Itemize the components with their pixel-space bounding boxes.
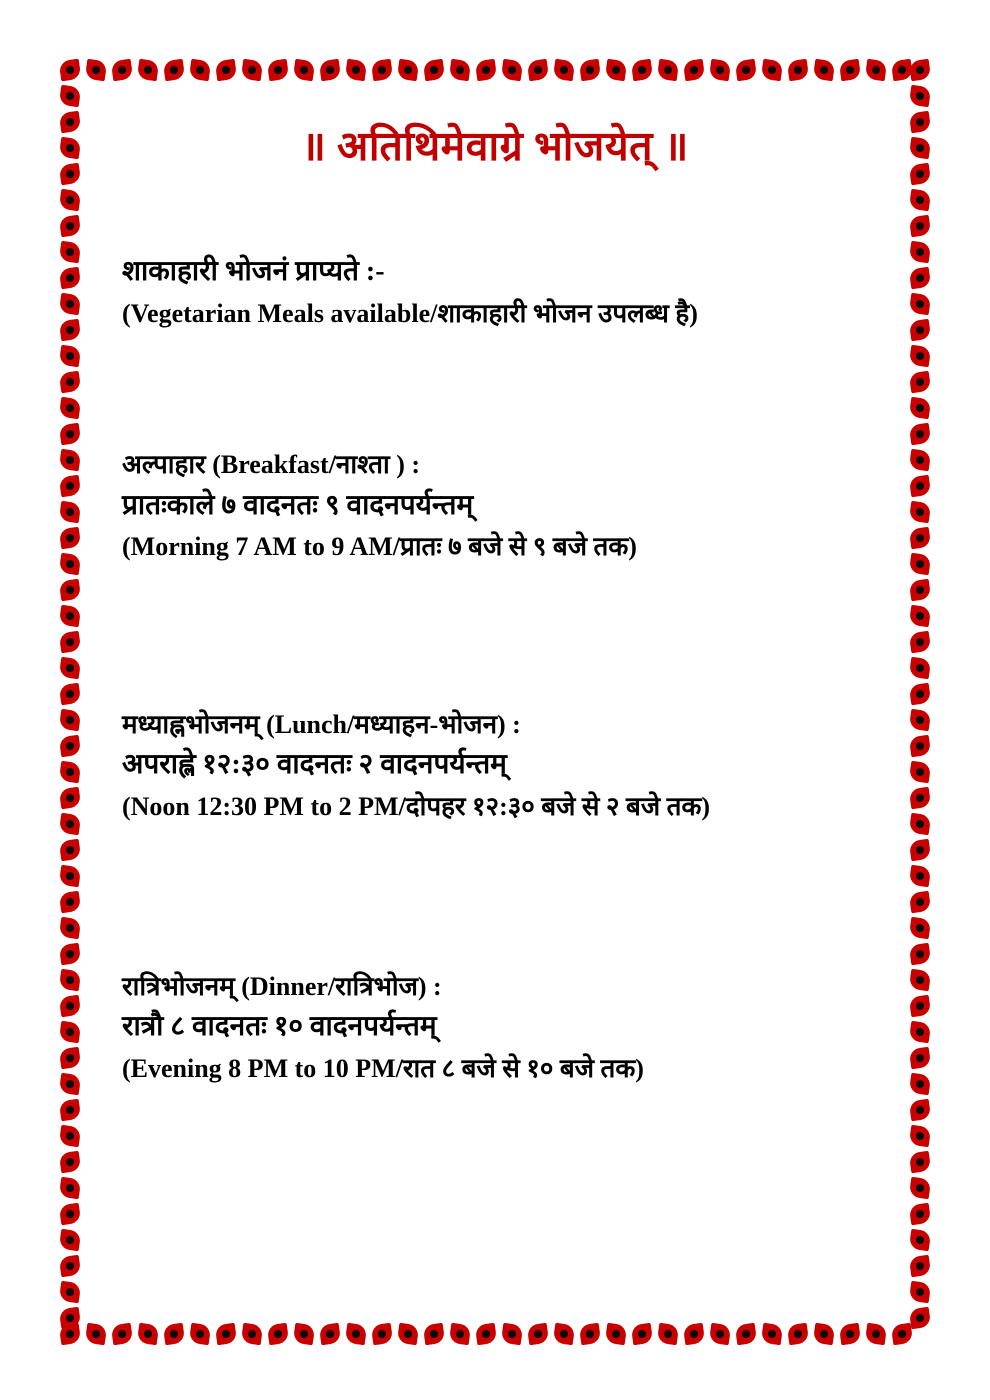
border-motif-icon — [707, 57, 733, 83]
border-motif-icon — [317, 1321, 343, 1347]
border-motif-icon — [57, 863, 83, 889]
border-motif-icon — [629, 1321, 655, 1347]
border-motif-icon — [317, 57, 343, 83]
border-motif-icon — [907, 1019, 933, 1045]
border-motif-icon — [811, 1321, 837, 1347]
border-motif-icon — [907, 655, 933, 681]
border-motif-icon — [907, 317, 933, 343]
border-motif-icon — [57, 525, 83, 551]
border-motif-icon — [187, 57, 213, 83]
border-motif-icon — [57, 1253, 83, 1279]
border-motif-icon — [837, 57, 863, 83]
border-motif-icon — [395, 1321, 421, 1347]
border-motif-icon — [57, 343, 83, 369]
section-lunch — [100, 705, 890, 827]
breakfast-time-sanskrit: प्रातःकाले ७ वादनतः ९ वादनपर्यन्तम् — [122, 489, 474, 521]
border-motif-icon — [57, 447, 83, 473]
border-right — [907, 57, 933, 1347]
border-motif-icon — [907, 265, 933, 291]
border-motif-icon — [499, 57, 525, 83]
border-motif-icon — [907, 915, 933, 941]
border-bottom — [57, 1321, 933, 1347]
poster-content — [100, 100, 890, 1305]
border-motif-icon — [603, 57, 629, 83]
section-dinner — [100, 967, 890, 1089]
border-motif-icon — [907, 681, 933, 707]
border-motif-icon — [369, 57, 395, 83]
border-motif-icon — [421, 57, 447, 83]
border-motif-icon — [907, 863, 933, 889]
border-motif-icon — [57, 889, 83, 915]
border-motif-icon — [57, 551, 83, 577]
border-motif-icon — [907, 941, 933, 967]
border-motif-icon — [57, 1045, 83, 1071]
border-motif-icon — [907, 837, 933, 863]
border-motif-icon — [187, 1321, 213, 1347]
border-motif-icon — [213, 57, 239, 83]
border-motif-icon — [57, 837, 83, 863]
border-motif-icon — [907, 525, 933, 551]
intro-subline: (Vegetarian Meals available/शाकाहारी भोजन उपलब्ध है) — [122, 298, 698, 328]
border-motif-icon — [57, 1305, 83, 1331]
border-motif-icon — [447, 1321, 473, 1347]
border-motif-icon — [421, 1321, 447, 1347]
border-motif-icon — [57, 629, 83, 655]
border-motif-icon — [907, 395, 933, 421]
border-motif-icon — [863, 1321, 889, 1347]
border-motif-icon — [57, 1071, 83, 1097]
border-motif-icon — [681, 1321, 707, 1347]
border-motif-icon — [499, 1321, 525, 1347]
border-motif-icon — [577, 57, 603, 83]
breakfast-time-translation: (Morning 7 AM to 9 AM/प्रातः ७ बजे से ९ बजे तक) — [122, 532, 637, 562]
border-motif-icon — [551, 1321, 577, 1347]
border-motif-icon — [907, 1201, 933, 1227]
border-motif-icon — [785, 57, 811, 83]
border-motif-icon — [907, 1045, 933, 1071]
border-motif-icon — [907, 109, 933, 135]
border-motif-icon — [57, 681, 83, 707]
border-motif-icon — [57, 317, 83, 343]
border-motif-icon — [907, 629, 933, 655]
border-motif-icon — [57, 135, 83, 161]
dinner-time-translation: (Evening 8 PM to 10 PM/रात ८ बजे से १० बजे तक) — [122, 1053, 644, 1083]
border-motif-icon — [907, 83, 933, 109]
border-motif-icon — [57, 83, 83, 109]
lunch-time-translation: (Noon 12:30 PM to 2 PM/दोपहर १२:३० बजे से २ बजे तक) — [122, 792, 711, 821]
intro-heading: शाकाहारी भोजनं प्राप्यते :- — [122, 256, 385, 288]
lunch-time-sanskrit: अपराह्ले १२:३० वादनतः २ वादनपर्यन्तम् — [122, 749, 507, 781]
border-motif-icon — [161, 1321, 187, 1347]
border-motif-icon — [811, 57, 837, 83]
border-top — [57, 57, 933, 83]
border-motif-icon — [907, 1175, 933, 1201]
border-motif-icon — [577, 1321, 603, 1347]
border-motif-icon — [785, 1321, 811, 1347]
border-motif-icon — [907, 707, 933, 733]
border-motif-icon — [57, 369, 83, 395]
border-motif-icon — [57, 187, 83, 213]
border-motif-icon — [57, 161, 83, 187]
border-motif-icon — [837, 1321, 863, 1347]
border-motif-icon — [907, 239, 933, 265]
border-motif-icon — [473, 1321, 499, 1347]
dinner-heading: रात्रिभोजनम् (Dinner/रात्रिभोज) : — [122, 971, 442, 1001]
border-motif-icon — [239, 1321, 265, 1347]
border-left — [57, 57, 83, 1347]
page-title: ॥ अतिथिमेवाग्रे भोजयेत् ॥ — [301, 123, 689, 169]
border-motif-icon — [525, 57, 551, 83]
border-motif-icon — [907, 733, 933, 759]
border-motif-icon — [57, 707, 83, 733]
border-motif-icon — [57, 1175, 83, 1201]
border-motif-icon — [57, 759, 83, 785]
border-motif-icon — [161, 57, 187, 83]
section-breakfast — [100, 445, 890, 567]
border-motif-icon — [57, 265, 83, 291]
border-motif-icon — [57, 421, 83, 447]
border-motif-icon — [57, 915, 83, 941]
border-motif-icon — [907, 1279, 933, 1305]
border-motif-icon — [907, 213, 933, 239]
border-motif-icon — [907, 291, 933, 317]
border-motif-icon — [57, 1097, 83, 1123]
border-motif-icon — [733, 57, 759, 83]
border-motif-icon — [907, 967, 933, 993]
border-motif-icon — [57, 213, 83, 239]
border-motif-icon — [57, 811, 83, 837]
border-motif-icon — [907, 369, 933, 395]
border-motif-icon — [655, 1321, 681, 1347]
border-motif-icon — [57, 733, 83, 759]
border-motif-icon — [907, 135, 933, 161]
border-motif-icon — [907, 421, 933, 447]
border-motif-icon — [265, 1321, 291, 1347]
border-motif-icon — [907, 577, 933, 603]
border-motif-icon — [57, 1149, 83, 1175]
border-motif-icon — [57, 1279, 83, 1305]
border-motif-icon — [733, 1321, 759, 1347]
lunch-heading: मध्याह्नभोजनम् (Lunch/मध्याहन-भोजन) : — [122, 709, 521, 739]
border-motif-icon — [83, 1321, 109, 1347]
border-motif-icon — [907, 603, 933, 629]
border-motif-icon — [907, 1097, 933, 1123]
border-motif-icon — [57, 993, 83, 1019]
border-motif-icon — [57, 1019, 83, 1045]
border-motif-icon — [57, 57, 83, 83]
border-motif-icon — [135, 57, 161, 83]
border-motif-icon — [655, 57, 681, 83]
border-motif-icon — [907, 759, 933, 785]
border-motif-icon — [907, 1305, 933, 1331]
border-motif-icon — [57, 109, 83, 135]
border-motif-icon — [681, 57, 707, 83]
border-motif-icon — [369, 1321, 395, 1347]
border-motif-icon — [57, 1201, 83, 1227]
border-motif-icon — [907, 343, 933, 369]
border-motif-icon — [907, 1227, 933, 1253]
border-motif-icon — [57, 239, 83, 265]
border-motif-icon — [57, 967, 83, 993]
border-motif-icon — [907, 161, 933, 187]
border-motif-icon — [57, 785, 83, 811]
border-motif-icon — [759, 1321, 785, 1347]
dinner-time-sanskrit: रात्रौ ८ वादनतः १० वादनपर्यन्तम् — [122, 1011, 437, 1043]
border-motif-icon — [759, 57, 785, 83]
border-motif-icon — [907, 1253, 933, 1279]
border-motif-icon — [907, 447, 933, 473]
border-motif-icon — [907, 1149, 933, 1175]
border-motif-icon — [265, 57, 291, 83]
border-motif-icon — [907, 1123, 933, 1149]
border-motif-icon — [109, 1321, 135, 1347]
border-motif-icon — [57, 577, 83, 603]
border-motif-icon — [473, 57, 499, 83]
border-motif-icon — [907, 473, 933, 499]
border-motif-icon — [57, 655, 83, 681]
border-motif-icon — [603, 1321, 629, 1347]
border-motif-icon — [109, 57, 135, 83]
border-motif-icon — [57, 291, 83, 317]
border-motif-icon — [135, 1321, 161, 1347]
border-motif-icon — [907, 57, 933, 83]
border-motif-icon — [57, 1123, 83, 1149]
border-motif-icon — [551, 57, 577, 83]
border-motif-icon — [907, 551, 933, 577]
border-motif-icon — [907, 785, 933, 811]
border-motif-icon — [907, 187, 933, 213]
border-motif-icon — [907, 889, 933, 915]
border-motif-icon — [907, 993, 933, 1019]
border-motif-icon — [83, 57, 109, 83]
border-motif-icon — [57, 603, 83, 629]
border-motif-icon — [629, 57, 655, 83]
border-motif-icon — [291, 1321, 317, 1347]
border-motif-icon — [57, 473, 83, 499]
border-motif-icon — [343, 57, 369, 83]
border-motif-icon — [57, 941, 83, 967]
border-motif-icon — [213, 1321, 239, 1347]
border-motif-icon — [395, 57, 421, 83]
border-motif-icon — [907, 1071, 933, 1097]
border-motif-icon — [57, 395, 83, 421]
border-motif-icon — [907, 811, 933, 837]
border-motif-icon — [57, 499, 83, 525]
section-intro — [100, 251, 890, 333]
breakfast-heading: अल्पाहार (Breakfast/नाश्ता ) : — [122, 450, 421, 480]
border-motif-icon — [863, 57, 889, 83]
border-motif-icon — [343, 1321, 369, 1347]
border-motif-icon — [707, 1321, 733, 1347]
border-motif-icon — [291, 57, 317, 83]
border-motif-icon — [447, 57, 473, 83]
border-motif-icon — [239, 57, 265, 83]
border-motif-icon — [57, 1227, 83, 1253]
border-motif-icon — [525, 1321, 551, 1347]
border-motif-icon — [907, 499, 933, 525]
